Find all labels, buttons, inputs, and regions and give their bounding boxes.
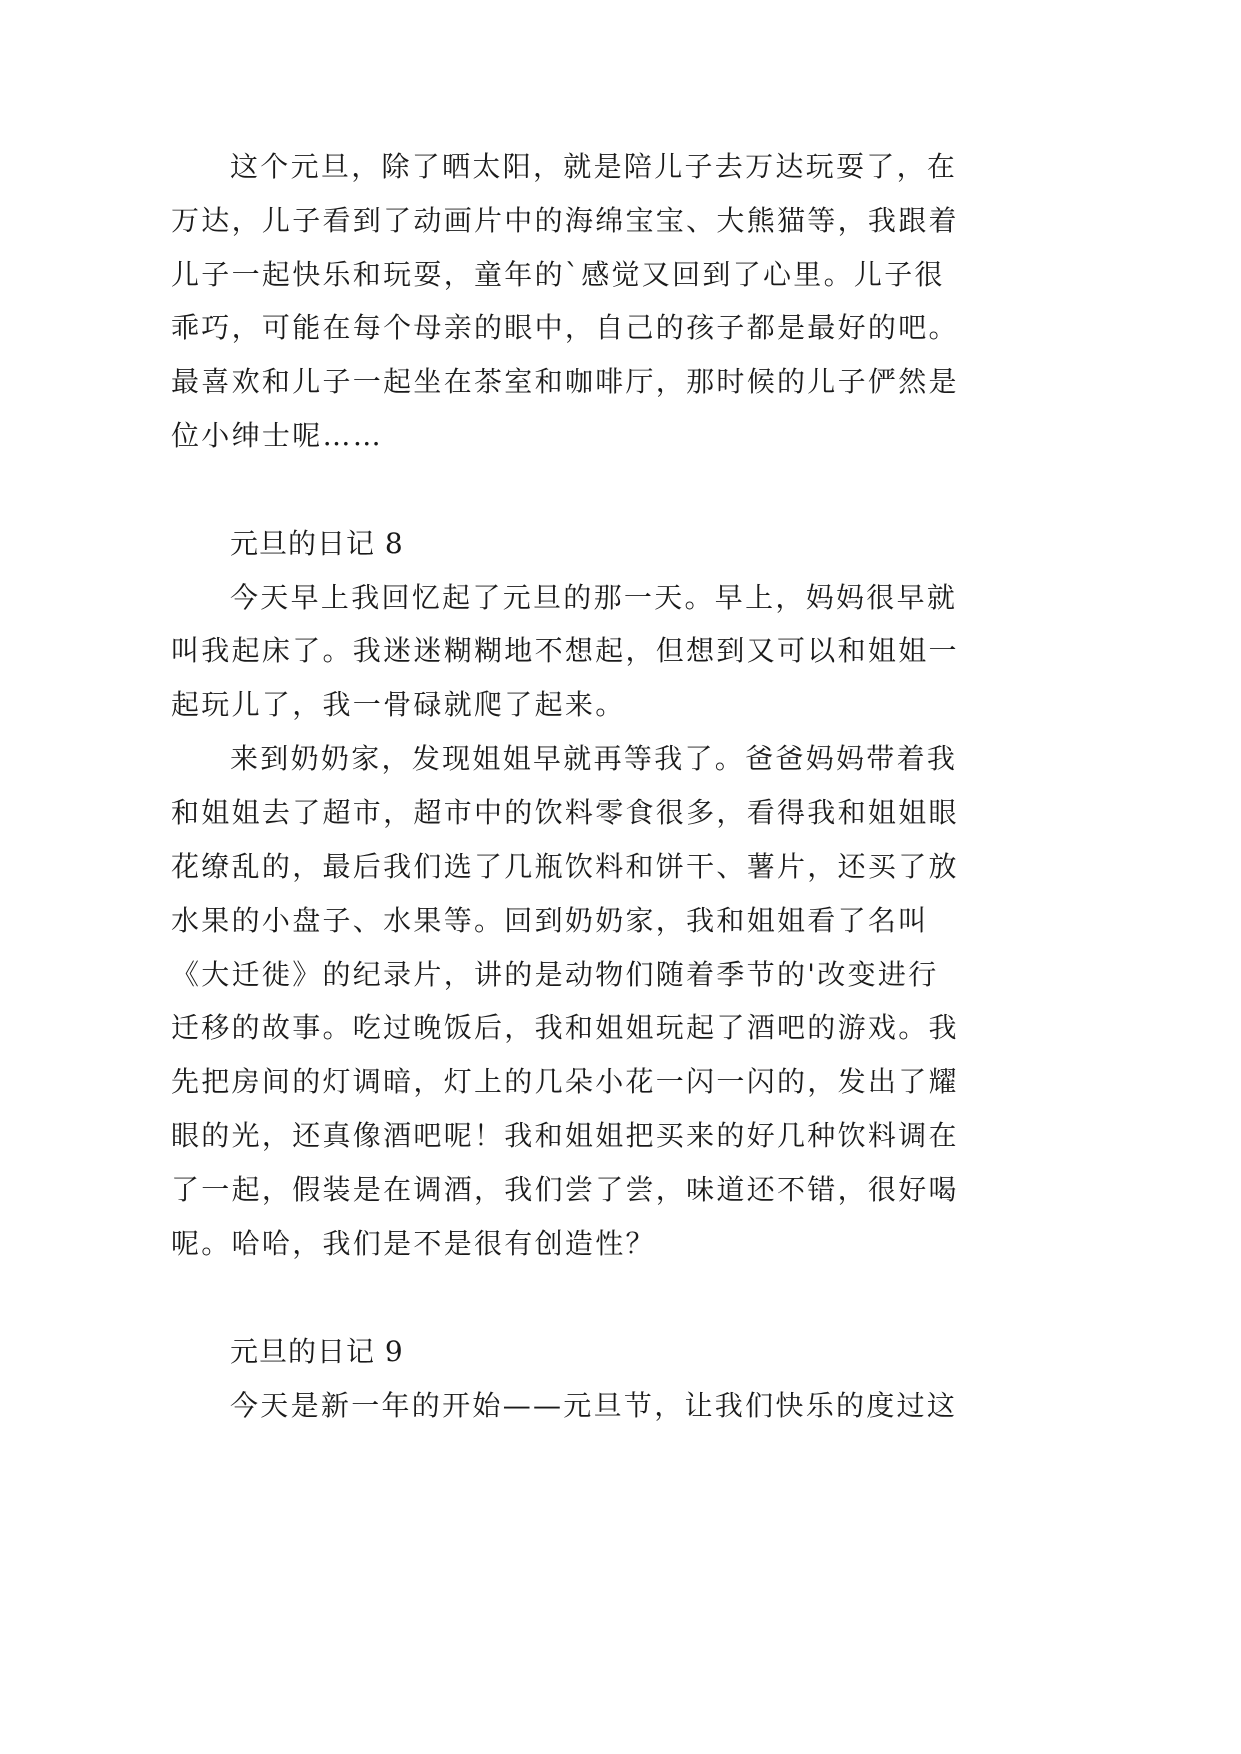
paragraph-line: 和姐姐去了超市，超市中的饮料零食很多，看得我和姐姐眼	[171, 796, 959, 829]
paragraph-line: 乖巧，可能在每个母亲的眼中，自己的孩子都是最好的吧。	[171, 311, 959, 344]
paragraph-line: 万达，儿子看到了动画片中的海绵宝宝、大熊猫等，我跟着	[171, 204, 959, 237]
paragraph-line: 迁移的故事。吃过晚饭后，我和姐姐玩起了酒吧的游戏。我	[171, 1011, 959, 1044]
paragraph-line: 这个元旦，除了晒太阳，就是陪儿子去万达玩耍了，在	[230, 150, 958, 183]
paragraph-line: 起玩儿了，我一骨碌就爬了起来。	[171, 688, 626, 721]
paragraph-line: 呢。哈哈，我们是不是很有创造性？	[171, 1227, 656, 1260]
paragraph-line: 花缭乱的，最后我们选了几瓶饮料和饼干、薯片，还买了放	[171, 850, 959, 883]
paragraph-line: 今天是新一年的开始——元旦节，让我们快乐的度过这	[230, 1389, 958, 1422]
paragraph-line: 先把房间的灯调暗，灯上的几朵小花一闪一闪的，发出了耀	[171, 1065, 959, 1098]
paragraph-line: 《大迁徙》的纪录片，讲的是动物们随着季节的'改变进行	[171, 958, 939, 991]
section-title: 元旦的日记 8	[230, 527, 404, 560]
paragraph-line: 最喜欢和儿子一起坐在茶室和咖啡厅，那时候的儿子俨然是	[171, 365, 959, 398]
paragraph-line: 了一起，假装是在调酒，我们尝了尝，味道还不错，很好喝	[171, 1173, 959, 1206]
paragraph-line: 今天早上我回忆起了元旦的那一天。早上，妈妈很早就	[230, 581, 958, 614]
paragraph-line: 叫我起床了。我迷迷糊糊地不想起，但想到又可以和姐姐一	[171, 634, 959, 667]
paragraph-line: 水果的小盘子、水果等。回到奶奶家，我和姐姐看了名叫	[171, 904, 929, 937]
section-title: 元旦的日记 9	[230, 1335, 404, 1368]
paragraph-line: 儿子一起快乐和玩耍，童年的`感觉又回到了心里。儿子很	[171, 258, 945, 291]
paragraph-line: 位小绅士呢……	[171, 419, 384, 452]
paragraph-line: 来到奶奶家，发现姐姐早就再等我了。爸爸妈妈带着我	[230, 742, 958, 775]
paragraph-line: 眼的光，还真像酒吧呢！我和姐姐把买来的好几种饮料调在	[171, 1119, 959, 1152]
